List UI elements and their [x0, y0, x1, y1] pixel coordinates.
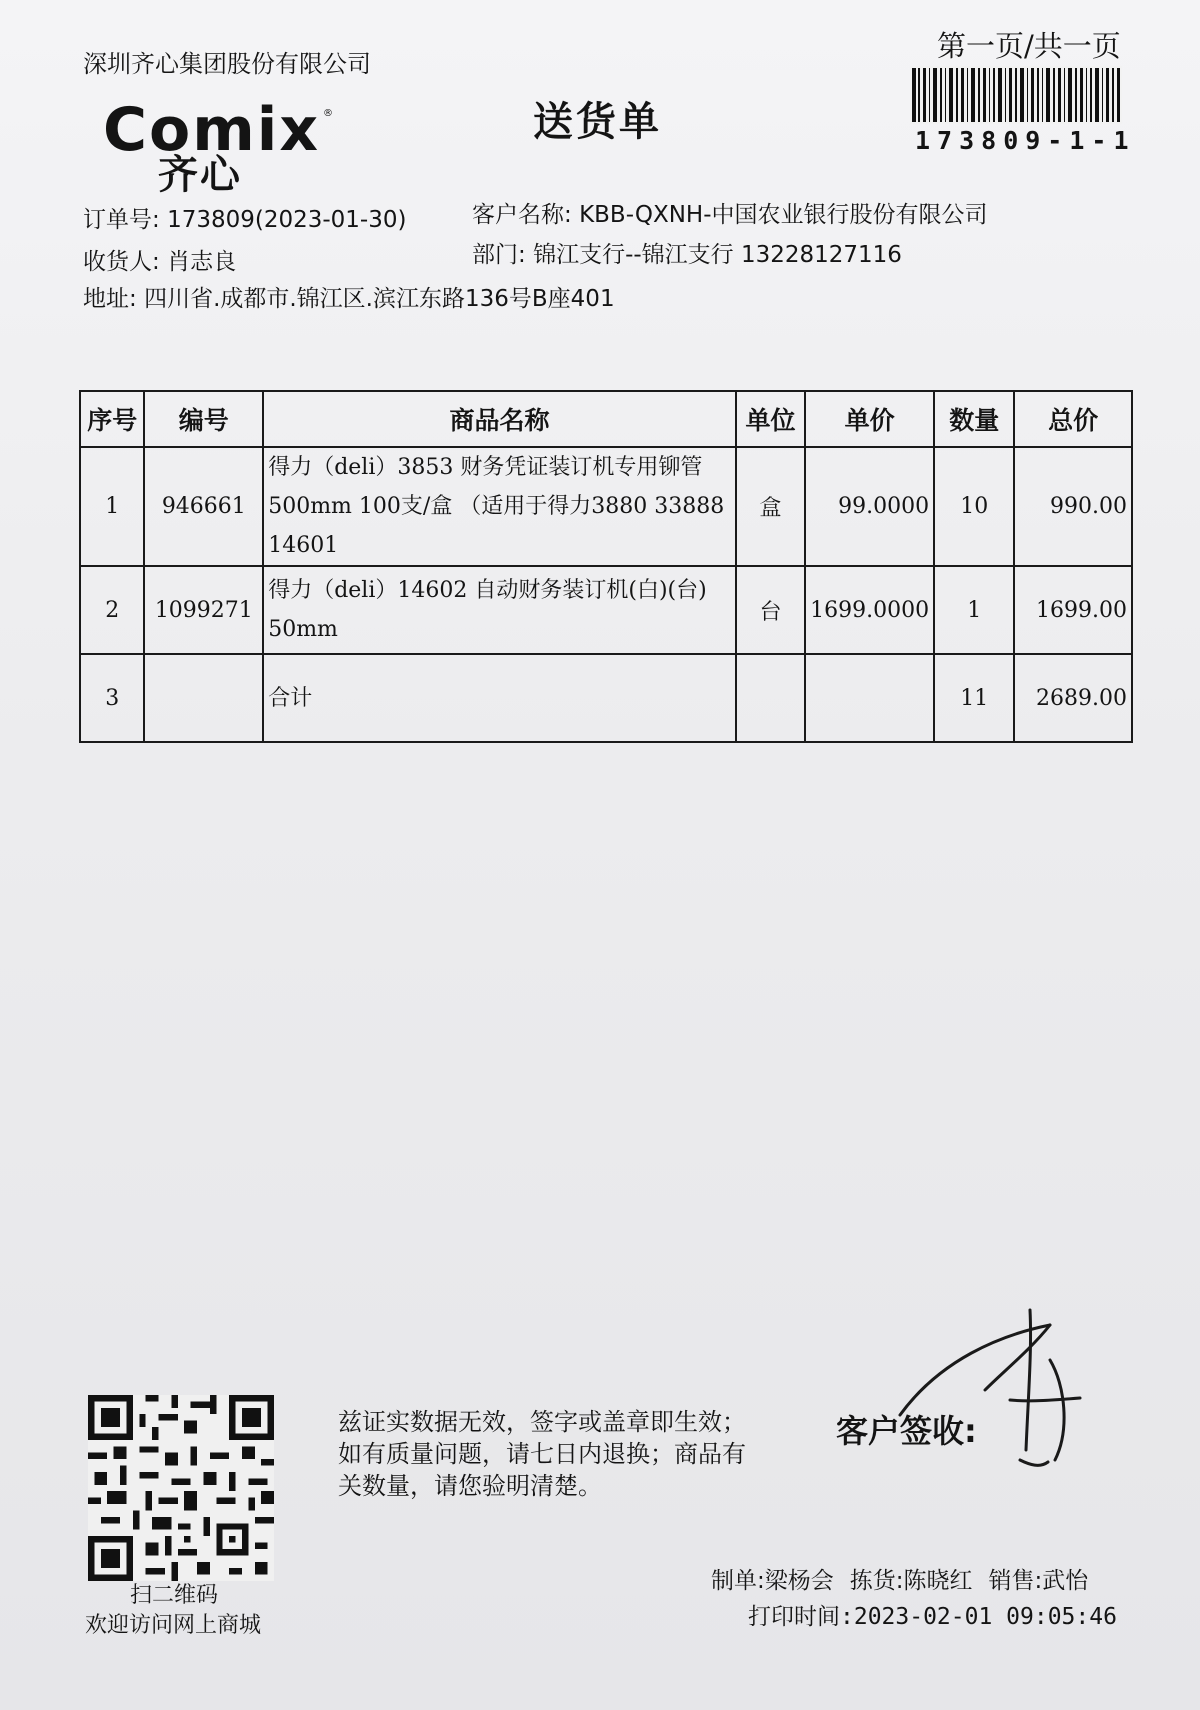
col-header-qty: 数量	[934, 391, 1014, 447]
cell-price: 99.0000	[805, 447, 934, 566]
order-number	[83, 201, 406, 234]
cell-name	[263, 447, 736, 566]
cell-qty: 1	[934, 566, 1014, 654]
qr-code-icon	[88, 1395, 274, 1581]
document-title: 送货单	[533, 98, 662, 145]
customer-label: 客户名称:	[472, 202, 572, 228]
cell-total: 990.00	[1014, 447, 1132, 566]
logo-chinese: 齐心	[158, 152, 242, 198]
cell-qty: 11	[934, 654, 1014, 742]
logo-text: Comix	[103, 95, 321, 165]
cell-name-line: 得力（deli）14602 自动财务装订机(白)(台)	[268, 578, 707, 603]
cell-name-line: 合计	[268, 685, 313, 711]
cell-price: 1699.0000	[805, 566, 934, 654]
col-header-name: 商品名称	[263, 391, 736, 447]
cell-code: 1099271	[144, 566, 263, 654]
handwritten-signature-icon	[880, 1290, 1110, 1480]
cell-name	[263, 654, 736, 742]
col-header-seq: 序号	[80, 391, 144, 447]
barcode-number: 173809-1-1	[915, 126, 1136, 155]
customer-name	[472, 196, 988, 229]
print-time: 打印时间:2023-02-01 09:05:46	[748, 1604, 1117, 1630]
sales-by: 销售:武怡	[988, 1568, 1089, 1594]
qr-caption-scan: 扫二维码	[130, 1583, 219, 1608]
cell-total: 2689.00	[1014, 654, 1132, 742]
company-name: 深圳齐心集团股份有限公司	[83, 50, 371, 78]
address-label: 地址:	[83, 286, 137, 312]
cell-unit: 台	[736, 566, 805, 654]
table-header-row	[80, 391, 1132, 447]
cell-name-line: 14601	[268, 533, 339, 558]
cell-name-line: 50mm	[268, 617, 338, 642]
staff-line	[711, 1562, 1088, 1595]
cell-price	[805, 654, 934, 742]
cell-seq: 2	[80, 566, 144, 654]
cell-qty: 10	[934, 447, 1014, 566]
cell-name-line: 得力（deli）3853 财务凭证装订机专用铆管	[268, 455, 703, 480]
barcode-icon	[910, 66, 1122, 124]
cell-code	[144, 654, 263, 742]
address-value: 四川省.成都市.锦江区.滨江东路136号B座401	[144, 286, 615, 312]
department-label: 部门:	[472, 242, 526, 268]
receiver-value: 肖志良	[167, 249, 237, 275]
receiver	[83, 243, 236, 276]
receiver-label: 收货人:	[83, 249, 160, 275]
comix-logo	[103, 95, 333, 200]
page-info: 第一页/共一页	[937, 29, 1121, 63]
cell-unit	[736, 654, 805, 742]
col-header-unit: 单位	[736, 391, 805, 447]
prepared-by: 制单:梁杨会	[711, 1568, 834, 1594]
table-row	[80, 447, 1132, 566]
department	[472, 236, 902, 269]
department-value: 锦江支行--锦江支行 13228127116	[533, 242, 902, 268]
cell-unit: 盒	[736, 447, 805, 566]
picked-by: 拣货:陈晓红	[849, 1568, 973, 1594]
cell-seq: 1	[80, 447, 144, 566]
order-label: 订单号:	[83, 207, 160, 233]
registered-mark-icon: ®	[323, 108, 333, 119]
items-table	[79, 390, 1133, 743]
col-header-total: 总价	[1014, 391, 1132, 447]
order-value: 173809(2023-01-30)	[167, 207, 407, 233]
cell-name	[263, 566, 736, 654]
customer-value: KBB-QXNH-中国农业银行股份有限公司	[579, 202, 988, 228]
qr-caption-welcome: 欢迎访问网上商城	[85, 1613, 262, 1638]
table-row	[80, 566, 1132, 654]
table-row-total	[80, 654, 1132, 742]
notice-text: 兹证实数据无效，签字或盖章即生效；如有质量问题，请七日内退换；商品有关数量，请您验明清楚。	[338, 1408, 746, 1500]
customer-sign-label: 客户签收:	[836, 1412, 977, 1450]
col-header-price: 单价	[805, 391, 934, 447]
cell-name-line: 500mm 100支/盒 （适用于得力3880 33888	[268, 494, 725, 519]
address	[83, 280, 615, 313]
col-header-code: 编号	[144, 391, 263, 447]
cell-code: 946661	[144, 447, 263, 566]
cell-seq: 3	[80, 654, 144, 742]
cell-total: 1699.00	[1014, 566, 1132, 654]
